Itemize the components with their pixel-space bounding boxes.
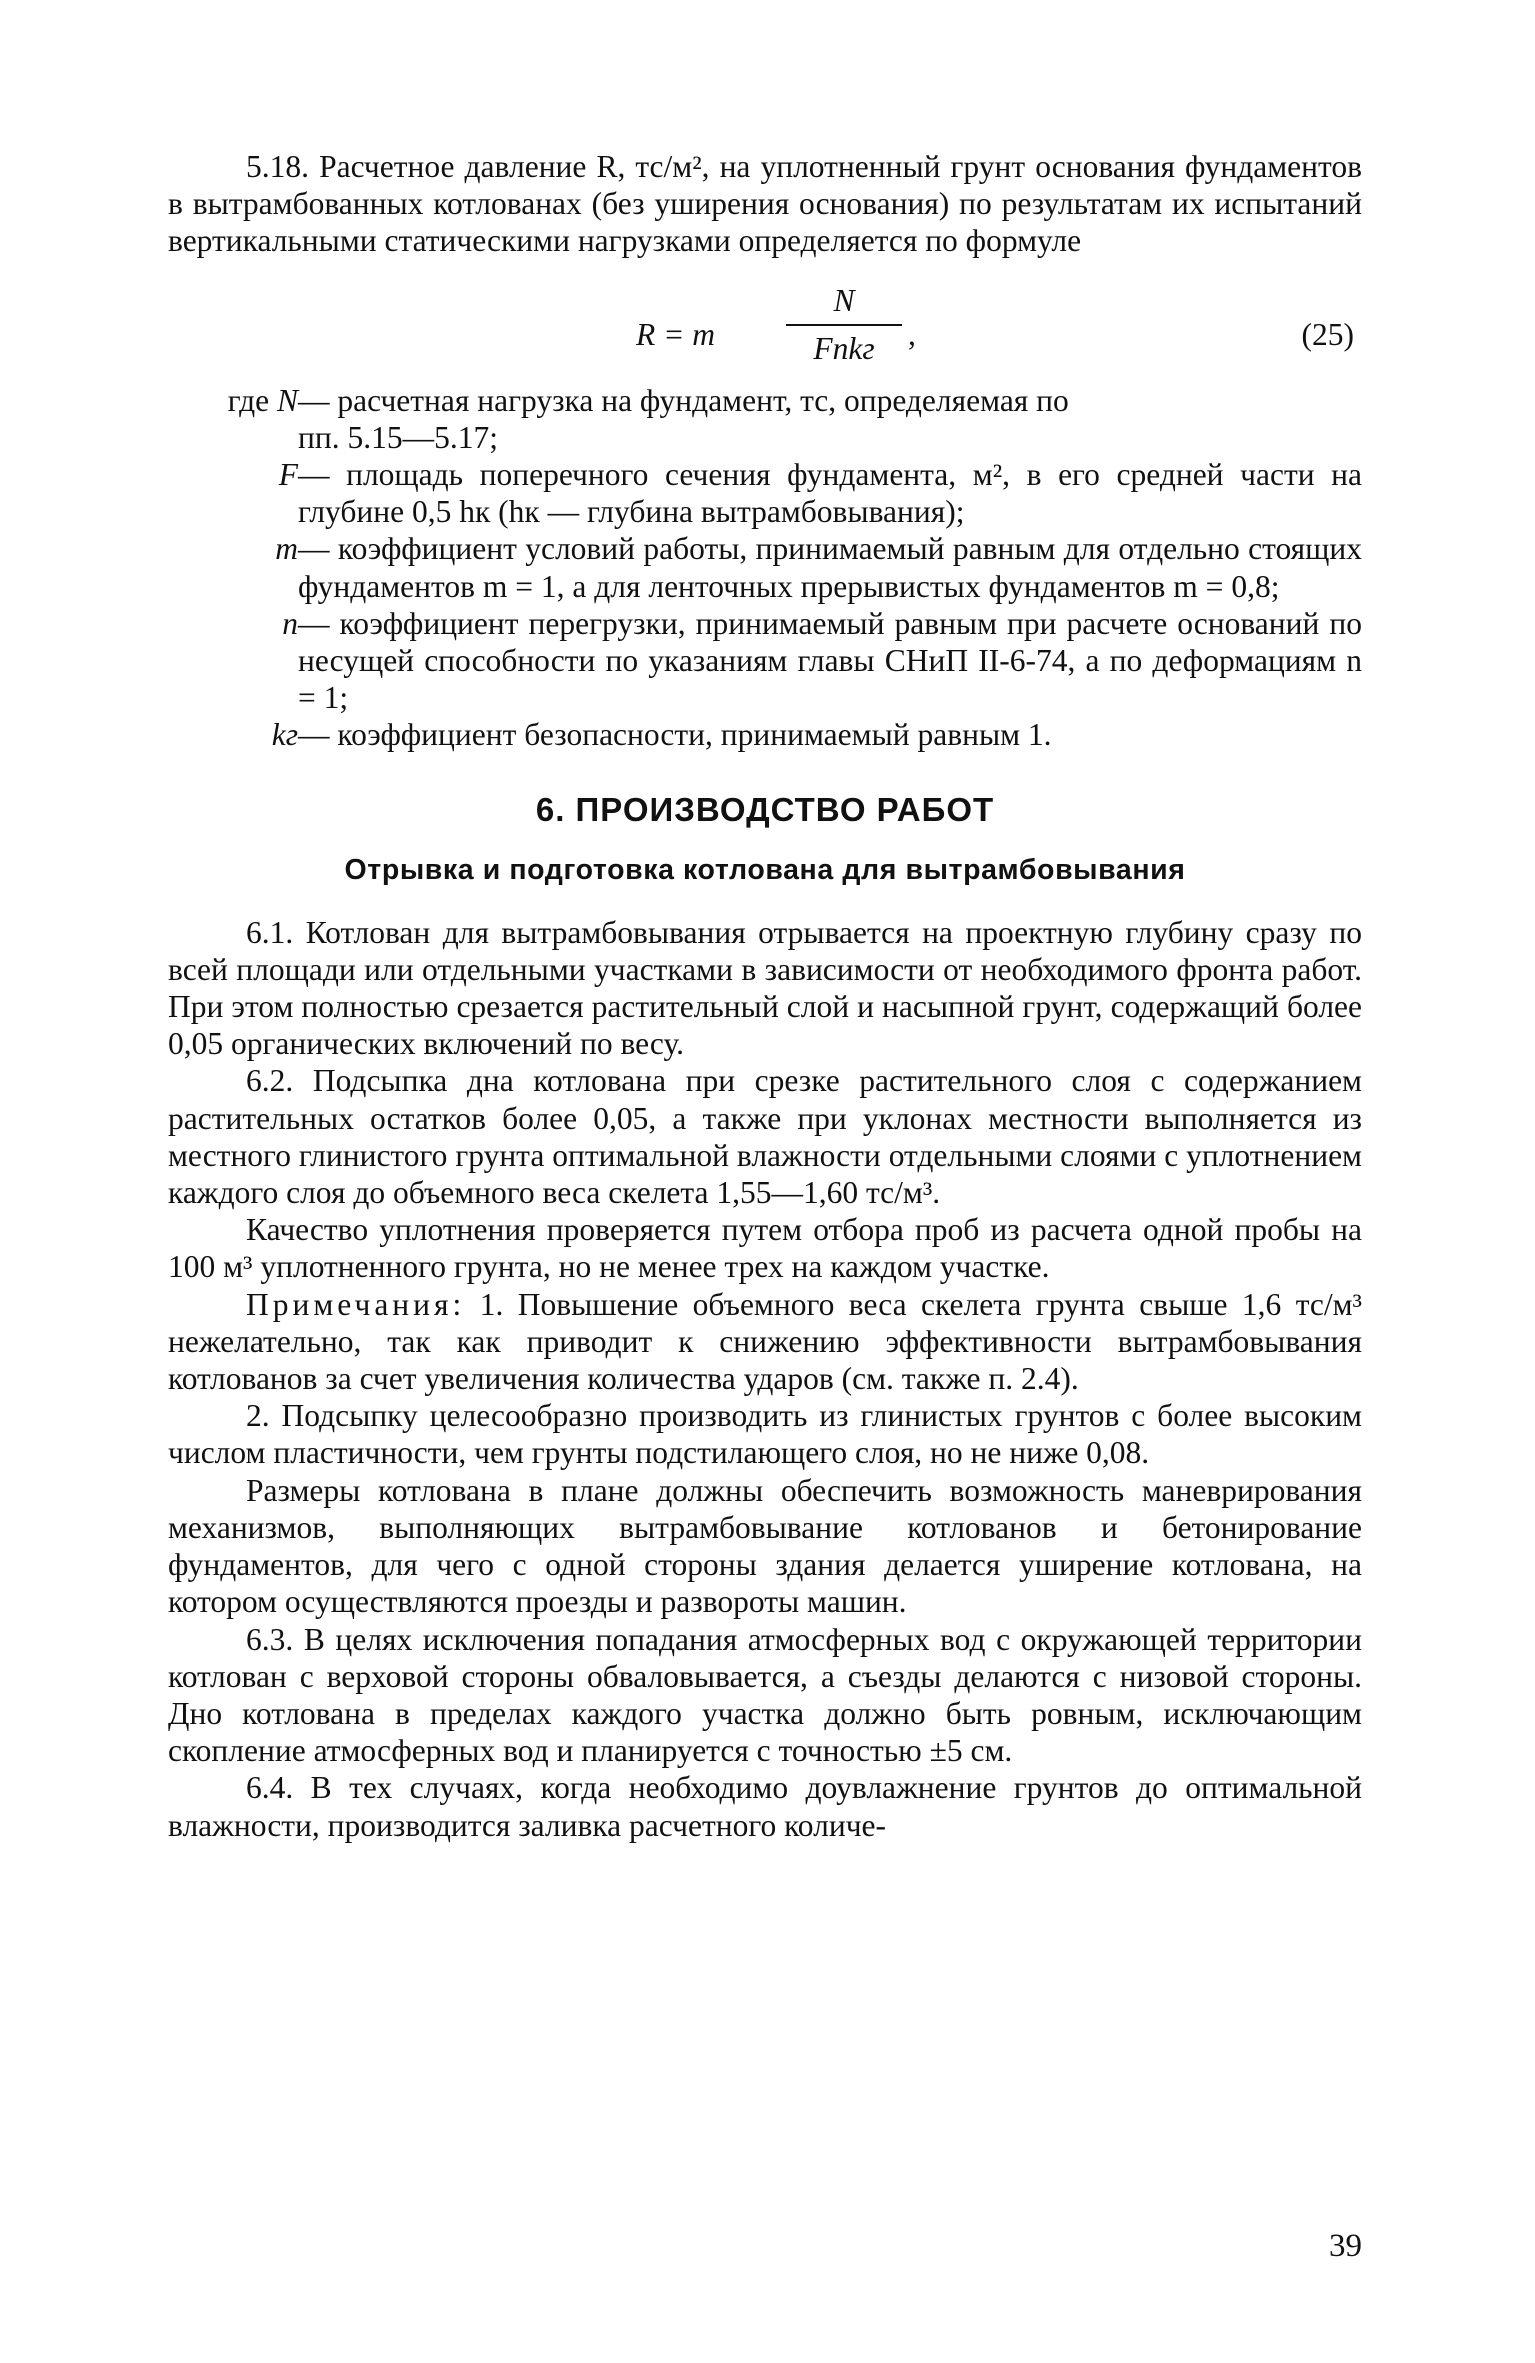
section-subtitle: Отрывка и подготовка котлована для вытрамбовывания — [344, 853, 1186, 886]
definition-text: — коэффициент безопасности, принимаемый равным 1. — [298, 717, 1052, 753]
definition-F — [168, 456, 1362, 530]
definition-term: N — [276, 382, 298, 418]
definition-term: F — [278, 457, 298, 493]
note-1: 1. Повышение объемного веса скелета грунта свыше 1,6 тс/м³ нежелательно, так как приводит к снижению эффективности вытрамбовывания котлованов за счет увеличения количества ударов (см. также п. 2.4). — [168, 1286, 1362, 1397]
formula-numerator: N — [833, 282, 855, 318]
notes-label: Примечания: — [246, 1286, 466, 1322]
definition-text: — коэффициент перегрузки, принимаемый равным при расчете оснований по несущей способности по указаниям главы СНиП II-6-74, а по деформациям n = 1; — [298, 605, 1362, 716]
paragraph-quality: Качество уплотнения проверяется путем отбора проб из расчета одной пробы на 100 м³ уплотненного грунта, но не менее трех на каждом участке. — [168, 1212, 1362, 1285]
paragraph-sizes: Размеры котлована в плане должны обеспечить возможность маневрирования механизмов, выполняющих вытрамбовывание котлованов и бетонирование фундаментов, для чего с одной стороны здания делается уширение котлована, на котором осуществляются проезды и развороты машин. — [168, 1472, 1362, 1620]
page-number: 39 — [1329, 2228, 1362, 2264]
paragraph-text: Расчетное давление R, тс/м², на уплотненный грунт основания фундаментов в вытрамбованных котлованах (без уширения основания) по результатам их испытаний вертикальными статическими нагрузками определяется по формуле — [168, 149, 1362, 259]
definition-term: m — [275, 531, 298, 567]
paragraph-6-3: 6.3. В целях исключения попадания атмосферных вод с окружающей территории котлован с верховой стороны обваловывается, а съезды делаются с низовой стороны. Дно котлована в пределах каждого участка должно быть ровным, исключающим скопление атмосферных вод и планируется с точностью ±5 см. — [168, 1621, 1362, 1769]
equation-number: (25) — [1301, 316, 1354, 352]
definition-lead: где — [227, 382, 270, 418]
section-title: 6. ПРОИЗВОДСТВО РАБОТ — [535, 790, 995, 828]
definition-desc — [298, 382, 1362, 456]
symbol-definitions — [168, 382, 1362, 754]
definition-text: — коэффициент условий работы, принимаемый равным для отдельно стоящих фундаментов m = 1, а для ленточных прерывистых фундаментов m = 0,8; — [298, 531, 1362, 604]
definition-text: — площадь поперечного сечения фундамента, м², в его средней части на глубине 0,5 hк (hк — глубина вытрамбовывания); — [298, 457, 1362, 530]
notes-paragraph — [168, 1286, 1362, 1398]
definition-term: kг — [271, 717, 298, 753]
definition-m — [168, 530, 1362, 604]
formula-fraction — [786, 282, 902, 367]
definition-term-group — [168, 382, 298, 456]
paragraph-6-1: 6.1. Котлован для вытрамбовывания отрывается на проектную глубину сразу по всей площади или отдельными участками в зависимости от необходимого фронта работ. При этом полностью срезается растительный слой и насыпной грунт, содержащий более 0,05 органических включений по весу. — [168, 914, 1362, 1062]
definition-k — [168, 716, 1362, 753]
paragraph-6-4: 6.4. В тех случаях, когда необходимо доувлажнение грунтов до оптимальной влажности, производится заливка расчетного количе- — [168, 1770, 1362, 1843]
fraction-bar — [786, 324, 902, 326]
formula-25 — [168, 262, 1362, 378]
definition-term: n — [282, 605, 298, 641]
note-2: 2. Подсыпку целесообразно производить из глинистых грунтов с более высоким числом пластичности, чем грунты подстилающего слоя, но не ниже 0,08. — [168, 1398, 1362, 1471]
formula-lhs: R = m — [636, 316, 715, 352]
definition-text: — расчетная нагрузка на фундамент, тс, определяемая по — [298, 382, 1069, 418]
paragraph-6-2: 6.2. Подсыпка дна котлована при срезке растительного слоя с содержанием растительных остатков более 0,05, а также при уклонах местности выполняется из местного глинистого грунта оптимальной влажности отдельными слоями с уплотнением каждого слоя до объемного веса скелета 1,55—1,60 тс/м³. — [168, 1063, 1362, 1211]
definition-N — [168, 382, 1362, 456]
document-page — [168, 148, 1362, 2328]
definition-continuation: пп. 5.15—5.17; — [298, 419, 498, 455]
paragraph-text: 5.18. — [246, 149, 309, 184]
paragraph-5-18 — [168, 148, 1362, 260]
formula-comma: , — [908, 316, 916, 352]
formula-denominator: Fnkг — [813, 330, 875, 366]
definition-n — [168, 605, 1362, 717]
